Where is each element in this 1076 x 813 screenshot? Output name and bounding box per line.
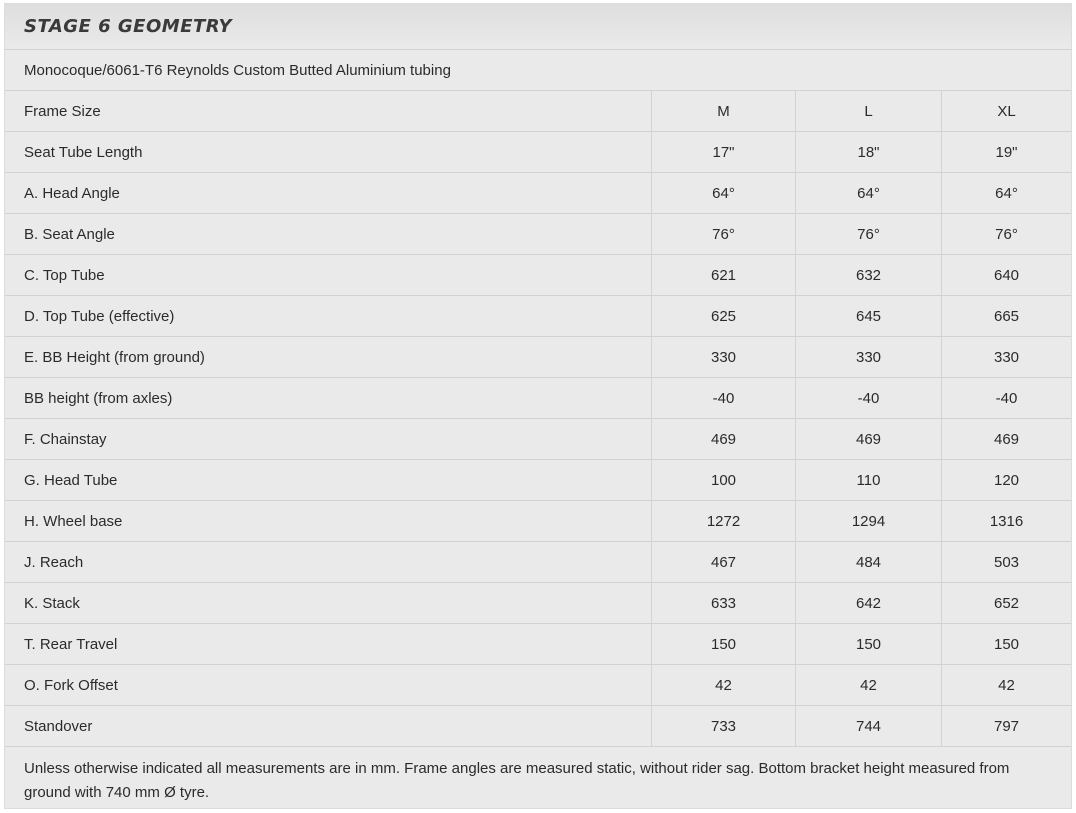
table-row [5,419,1071,460]
page-title: STAGE 6 GEOMETRY [24,16,233,37]
table-row [5,337,1071,378]
cell-l: L [796,91,942,132]
cell-xl: 64° [942,173,1072,214]
row-label: BB height (from axles) [5,378,652,419]
cell-xl: 797 [942,706,1072,747]
row-label: H. Wheel base [5,501,652,542]
cell-m: 100 [652,460,796,501]
cell-xl: XL [942,91,1072,132]
cell-l: -40 [796,378,942,419]
row-label: O. Fork Offset [5,665,652,706]
title-bar [5,4,1071,50]
header-row [5,91,1071,132]
cell-m: 330 [652,337,796,378]
cell-l: 42 [796,665,942,706]
table-row [5,460,1071,501]
cell-xl: 503 [942,542,1072,583]
cell-l: 330 [796,337,942,378]
footnote: Unless otherwise indicated all measurements are in mm. Frame angles are measured static, without rider sag. Bottom bracket height measured from ground with 740 mm Ø tyre. [24,760,1010,801]
cell-m: M [652,91,796,132]
cell-l: 18" [796,132,942,173]
cell-m: 621 [652,255,796,296]
cell-xl: 1316 [942,501,1072,542]
cell-xl: 42 [942,665,1072,706]
cell-xl: 150 [942,624,1072,665]
table-row [5,132,1071,173]
cell-l: 484 [796,542,942,583]
row-label: Seat Tube Length [5,132,652,173]
table-row [5,665,1071,706]
row-label: K. Stack [5,583,652,624]
cell-xl: 330 [942,337,1072,378]
table-row [5,173,1071,214]
cell-m: 64° [652,173,796,214]
cell-m: -40 [652,378,796,419]
cell-l: 1294 [796,501,942,542]
cell-xl: 652 [942,583,1072,624]
cell-xl: 640 [942,255,1072,296]
row-label: A. Head Angle [5,173,652,214]
cell-l: 150 [796,624,942,665]
cell-m: 150 [652,624,796,665]
cell-m: 76° [652,214,796,255]
cell-l: 64° [796,173,942,214]
cell-l: 632 [796,255,942,296]
row-label: Standover [5,706,652,747]
cell-m: 469 [652,419,796,460]
row-label: B. Seat Angle [5,214,652,255]
cell-m: 625 [652,296,796,337]
table-row [5,706,1071,747]
cell-xl: -40 [942,378,1072,419]
cell-m: 42 [652,665,796,706]
cell-m: 633 [652,583,796,624]
row-label: Frame Size [5,91,652,132]
table-row [5,296,1071,337]
cell-m: 467 [652,542,796,583]
geometry-panel [4,3,1072,809]
row-label: J. Reach [5,542,652,583]
table-row [5,378,1071,419]
geometry-table [5,91,1071,747]
cell-l: 744 [796,706,942,747]
cell-xl: 19" [942,132,1072,173]
cell-xl: 469 [942,419,1072,460]
cell-m: 733 [652,706,796,747]
table-row [5,214,1071,255]
table-row [5,501,1071,542]
cell-xl: 665 [942,296,1072,337]
cell-l: 110 [796,460,942,501]
table-row [5,624,1071,665]
material-description: Monocoque/6061-T6 Reynolds Custom Butted Aluminium tubing [5,50,1071,91]
row-label: D. Top Tube (effective) [5,296,652,337]
cell-m: 1272 [652,501,796,542]
cell-l: 469 [796,419,942,460]
cell-l: 76° [796,214,942,255]
cell-xl: 76° [942,214,1072,255]
row-label: C. Top Tube [5,255,652,296]
cell-l: 645 [796,296,942,337]
row-label: E. BB Height (from ground) [5,337,652,378]
row-label: F. Chainstay [5,419,652,460]
table-row [5,583,1071,624]
cell-l: 642 [796,583,942,624]
table-row [5,255,1071,296]
table-row [5,542,1071,583]
cell-m: 17" [652,132,796,173]
cell-xl: 120 [942,460,1072,501]
row-label: T. Rear Travel [5,624,652,665]
row-label: G. Head Tube [5,460,652,501]
